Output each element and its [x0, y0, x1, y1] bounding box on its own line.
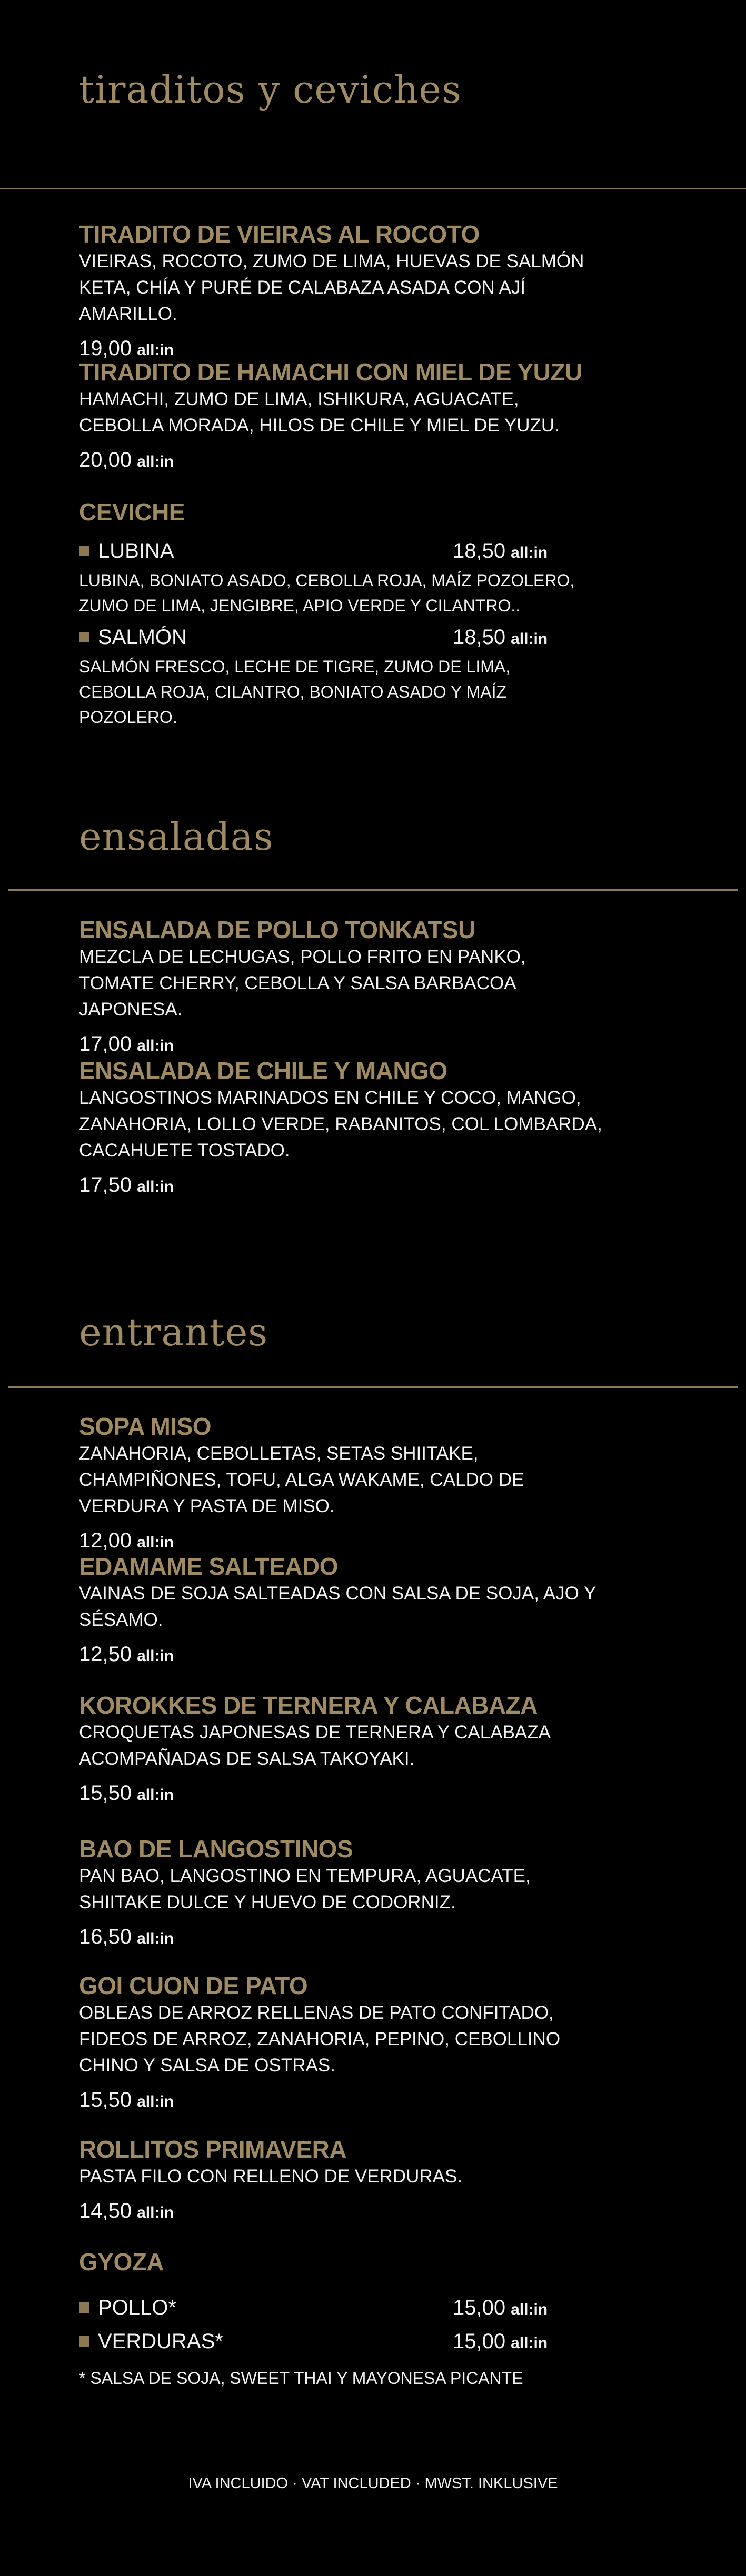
item-name: BAO DE LANGOSTINOS — [79, 1835, 353, 1863]
item-price-line — [79, 1528, 605, 1555]
item-price-line — [79, 447, 605, 475]
square-bullet-icon — [79, 632, 89, 642]
variant-salmon — [79, 623, 579, 730]
item-price-line — [79, 1172, 605, 1200]
menu-item-gyoza — [79, 2248, 605, 2276]
item-price-line — [79, 1642, 605, 1669]
item-price: 12,00 — [79, 1529, 132, 1552]
item-price: 16,50 — [79, 1925, 132, 1948]
variant-name: LUBINA — [98, 539, 174, 562]
all-in-badge: all:in — [137, 2093, 174, 2110]
variant-verduras — [79, 2328, 579, 2355]
all-in-badge: all:in — [137, 453, 174, 470]
item-description: VAINAS DE SOJA SALTEADAS CON SALSA DE SOJA, AJO Y SÉSAMO. — [79, 1583, 596, 1630]
menu-item-tiradito-vieiras — [79, 220, 605, 363]
item-name: CEVICHE — [79, 498, 185, 526]
section-title-entrantes: entrantes — [79, 1310, 268, 1354]
all-in-badge: all:in — [511, 544, 548, 561]
all-in-badge: all:in — [137, 1037, 174, 1054]
item-name: ENSALADA DE CHILE Y MANGO — [79, 1057, 447, 1084]
item-name: ENSALADA DE POLLO TONKATSU — [79, 916, 475, 943]
item-price: 17,50 — [79, 1173, 132, 1196]
variant-price: 15,00 — [453, 2329, 506, 2353]
item-description: PASTA FILO CON RELLENO DE VERDURAS. — [79, 2166, 463, 2187]
item-price: 12,50 — [79, 1643, 132, 1666]
all-in-badge: all:in — [137, 1534, 174, 1551]
gyoza-footnote: * SALSA DE SOJA, SWEET THAI Y MAYONESA PICANTE — [79, 2369, 523, 2388]
section-divider — [0, 188, 746, 189]
item-name: GYOZA — [79, 2248, 164, 2276]
item-name: SOPA MISO — [79, 1413, 212, 1440]
item-name: KOROKKES DE TERNERA Y CALABAZA — [79, 1692, 538, 1719]
item-description: CROQUETAS JAPONESAS DE TERNERA Y CALABAZA ACOMPAÑADAS DE SALSA TAKOYAKI. — [79, 1722, 550, 1769]
variant-lubina — [79, 537, 579, 618]
menu-item-ensalada-pollo — [79, 915, 605, 1059]
all-in-badge: all:in — [137, 2204, 174, 2221]
item-price: 20,00 — [79, 448, 132, 471]
menu-item-bao-langostinos — [79, 1835, 605, 1951]
menu-item-goi-cuon — [79, 1971, 605, 2115]
menu-item-sopa-miso — [79, 1412, 605, 1555]
variant-description: LUBINA, BONIATO ASADO, CEBOLLA ROJA, MAÍZ POZOLERO, ZUMO DE LIMA, JENGIBRE, APIO VERDE Y CILANTRO.. — [79, 571, 575, 615]
variant-name: POLLO* — [98, 2296, 176, 2319]
section-divider — [8, 889, 738, 891]
all-in-badge: all:in — [137, 1647, 174, 1665]
variant-pollo — [79, 2294, 579, 2321]
item-name: GOI CUON DE PATO — [79, 1972, 308, 1999]
variant-name: SALMÓN — [98, 625, 187, 649]
item-description: MEZCLA DE LECHUGAS, POLLO FRITO EN PANKO, TOMATE CHERRY, CEBOLLA Y SALSA BARBACOA JAPONESA. — [79, 947, 526, 1020]
item-description: ZANAHORIA, CEBOLLETAS, SETAS SHIITAKE, CHAMPIÑONES, TOFU, ALGA WAKAME, CALDO DE VERDURA Y PASTA DE MISO. — [79, 1443, 524, 1516]
section-divider — [8, 1386, 738, 1388]
item-price-line — [79, 2087, 605, 2115]
all-in-badge: all:in — [137, 1930, 174, 1947]
item-price: 15,50 — [79, 2088, 132, 2111]
item-price-line — [79, 1924, 605, 1951]
item-price: 15,50 — [79, 1782, 132, 1805]
item-price: 17,00 — [79, 1032, 132, 1055]
all-in-badge: all:in — [137, 341, 174, 359]
all-in-badge: all:in — [511, 2300, 548, 2318]
item-description: PAN BAO, LANGOSTINO EN TEMPURA, AGUACATE, SHIITAKE DULCE Y HUEVO DE CODORNIZ. — [79, 1866, 531, 1913]
all-in-badge: all:in — [137, 1786, 174, 1804]
variant-name: VERDURAS* — [98, 2329, 223, 2353]
all-in-badge: all:in — [511, 2334, 548, 2352]
variant-price-line — [453, 2296, 579, 2320]
menu-item-ensalada-chile-mango — [79, 1056, 605, 1200]
item-description: VIEIRAS, ROCOTO, ZUMO DE LIMA, HUEVAS DE SALMÓN KETA, CHÍA Y PURÉ DE CALABAZA ASADA CON AJÍ AMARILLO. — [79, 251, 584, 324]
item-price: 14,50 — [79, 2199, 132, 2222]
item-price-line — [79, 1031, 605, 1059]
menu-item-korokkes — [79, 1691, 605, 1808]
all-in-badge: all:in — [137, 1178, 174, 1195]
menu-item-edamame — [79, 1552, 605, 1669]
item-name: EDAMAME SALTEADO — [79, 1553, 339, 1580]
menu-item-ceviche — [79, 498, 605, 526]
item-price-line — [79, 1780, 605, 1808]
item-description: HAMACHI, ZUMO DE LIMA, ISHIKURA, AGUACATE, CEBOLLA MORADA, HILOS DE CHILE Y MIEL DE YUZU. — [79, 389, 560, 436]
all-in-badge: all:in — [511, 630, 548, 648]
variant-price: 18,50 — [453, 539, 506, 562]
item-description: OBLEAS DE ARROZ RELLENAS DE PATO CONFITADO, FIDEOS DE ARROZ, ZANAHORIA, PEPINO, CEBOLLINO CHINO Y SALSA DE OSTRAS. — [79, 2003, 561, 2076]
variant-price-line — [453, 626, 579, 649]
square-bullet-icon — [79, 2302, 89, 2313]
section-title-ensaladas: ensaladas — [79, 814, 274, 859]
variant-price: 18,50 — [453, 625, 506, 649]
item-name: TIRADITO DE VIEIRAS AL ROCOTO — [79, 220, 480, 248]
variant-description: SALMÓN FRESCO, LECHE DE TIGRE, ZUMO DE LIMA, CEBOLLA ROJA, CILANTRO, BONIATO ASADO Y MAÍZ POZOLERO. — [79, 657, 511, 727]
item-price: 19,00 — [79, 337, 132, 360]
square-bullet-icon — [79, 2336, 89, 2347]
square-bullet-icon — [79, 546, 89, 556]
item-description: LANGOSTINOS MARINADOS EN CHILE Y COCO, MANGO, ZANAHORIA, LOLLO VERDE, RABANITOS, COL LOMBARDA, CACAHUETE TOSTADO. — [79, 1088, 602, 1161]
item-name: TIRADITO DE HAMACHI CON MIEL DE YUZU — [79, 358, 582, 386]
tax-included-footer: IVA INCLUIDO · VAT INCLUDED · MWST. INKLUSIVE — [188, 2475, 558, 2492]
menu-item-tiradito-hamachi — [79, 358, 605, 475]
variant-price-line — [453, 2330, 579, 2353]
variant-price-line — [453, 539, 579, 563]
item-price-line — [79, 2198, 605, 2226]
section-title-tiraditos: tiraditos y ceviches — [79, 67, 462, 112]
item-name: ROLLITOS PRIMAVERA — [79, 2136, 347, 2163]
menu-item-rollitos-primavera — [79, 2135, 605, 2226]
variant-price: 15,00 — [453, 2296, 506, 2319]
